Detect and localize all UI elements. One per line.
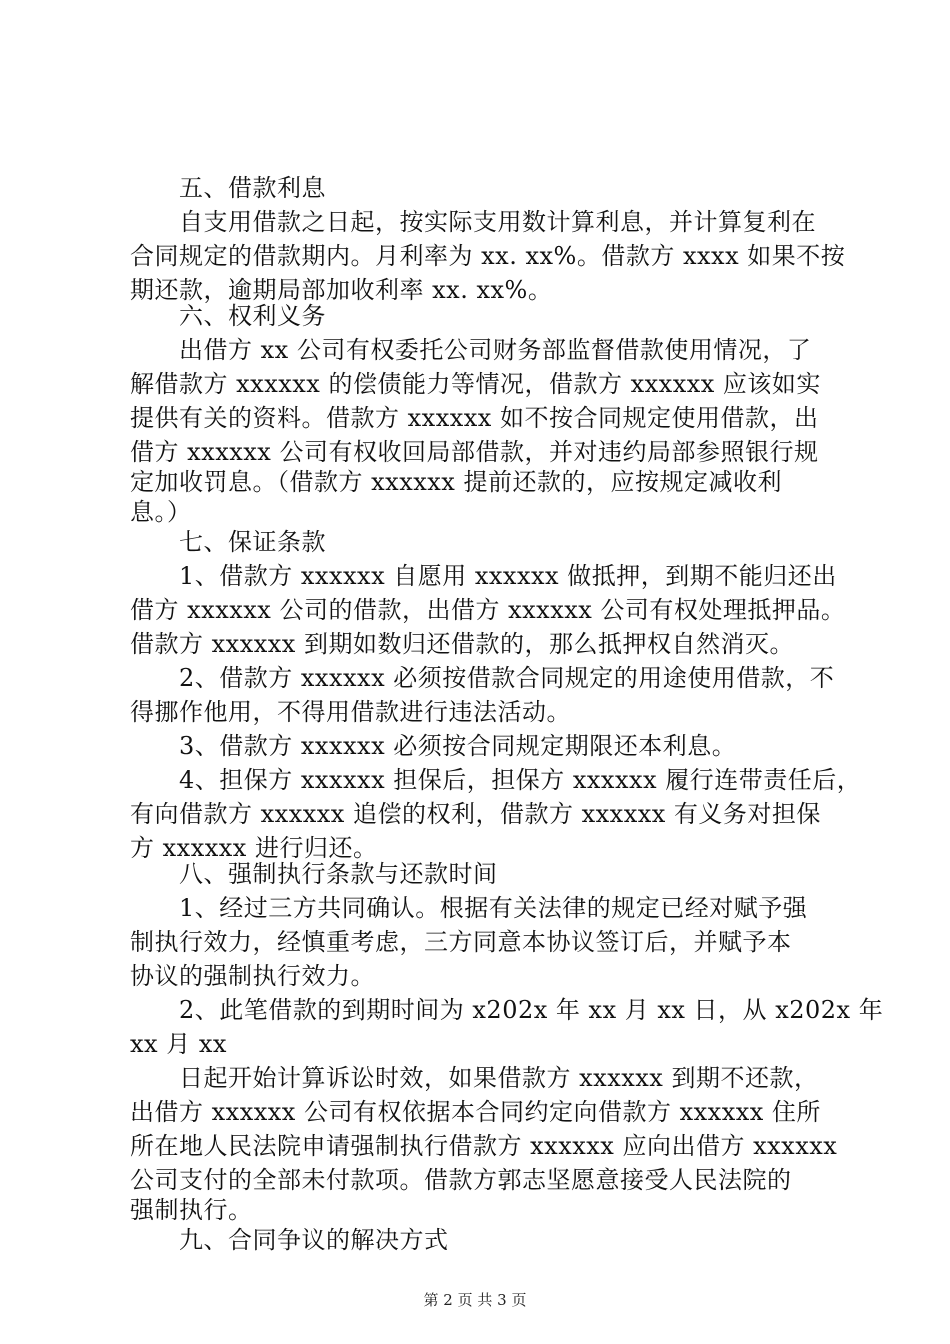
body-line: 借方 xxxxxx 公司有权收回局部借款，并对违约局部参照银行规 xyxy=(130,438,819,466)
body-line: 借方 xxxxxx 公司的借款，出借方 xxxxxx 公司有权处理抵押品。 xyxy=(130,596,846,624)
body-line: 强制执行。 xyxy=(130,1196,253,1224)
page-number-footer: 第 2 页 共 3 页 xyxy=(423,1291,527,1309)
body-line: 公司支付的全部未付款项。借款方郭志坚愿意接受人民法院的 xyxy=(130,1166,792,1194)
body-line: 1、借款方 xxxxxx 自愿用 xxxxxx 做抵押，到期不能归还出 xyxy=(179,562,837,590)
body-line: 息。） xyxy=(130,498,192,526)
body-line: xx 月 xx xyxy=(130,1030,227,1058)
body-line: 出借方 xxxxxx 公司有权依据本合同约定向借款方 xxxxxx 住所 xyxy=(130,1098,821,1126)
body-line: 2、此笔借款的到期时间为 x202x 年 xx 月 xx 日，从 x202x 年 xyxy=(179,996,884,1024)
section-heading: 六、权利义务 xyxy=(179,302,326,330)
body-line: 解借款方 xxxxxx 的偿债能力等情况，借款方 xxxxxx 应该如实 xyxy=(130,370,821,398)
body-line: 2、借款方 xxxxxx 必须按借款合同规定的用途使用借款，不 xyxy=(179,664,835,692)
section-heading: 五、借款利息 xyxy=(179,174,326,202)
body-line: 合同规定的借款期内。月利率为 xx. xx%。借款方 xxxx 如果不按 xyxy=(130,242,846,270)
section-heading: 九、合同争议的解决方式 xyxy=(179,1226,449,1254)
body-line: 1、经过三方共同确认。根据有关法律的规定已经对赋予强 xyxy=(179,894,808,922)
body-line: 协议的强制执行效力。 xyxy=(130,962,375,990)
body-line: 提供有关的资料。借款方 xxxxxx 如不按合同规定使用借款，出 xyxy=(130,404,819,432)
body-line: 方 xxxxxx 进行归还。 xyxy=(130,834,378,862)
body-line: 借款方 xxxxxx 到期如数归还借款的，那么抵押权自然消灭。 xyxy=(130,630,794,658)
body-line: 日起开始计算诉讼时效，如果借款方 xxxxxx 到期不还款， xyxy=(179,1064,819,1092)
body-line: 得挪作他用，不得用借款进行违法活动。 xyxy=(130,698,571,726)
body-line: 4、担保方 xxxxxx 担保后，担保方 xxxxxx 履行连带责任后， xyxy=(179,766,862,794)
body-line: 所在地人民法院申请强制执行借款方 xxxxxx 应向出借方 xxxxxx xyxy=(130,1132,838,1160)
section-heading: 七、保证条款 xyxy=(179,528,326,556)
body-line: 出借方 xx 公司有权委托公司财务部监督借款使用情况，了 xyxy=(179,336,812,364)
body-line: 有向借款方 xxxxxx 追偿的权利，借款方 xxxxxx 有义务对担保 xyxy=(130,800,821,828)
section-heading: 八、强制执行条款与还款时间 xyxy=(179,860,498,888)
body-line: 制执行效力，经慎重考虑，三方同意本协议签订后，并赋予本 xyxy=(130,928,792,956)
body-line: 定加收罚息。（借款方 xxxxxx 提前还款的，应按规定减收利 xyxy=(130,468,782,496)
body-line: 自支用借款之日起，按实际支用数计算利息，并计算复利在 xyxy=(179,208,816,236)
body-line: 期还款，逾期局部加收利率 xx. xx%。 xyxy=(130,276,553,304)
body-line: 3、借款方 xxxxxx 必须按合同规定期限还本利息。 xyxy=(179,732,737,760)
